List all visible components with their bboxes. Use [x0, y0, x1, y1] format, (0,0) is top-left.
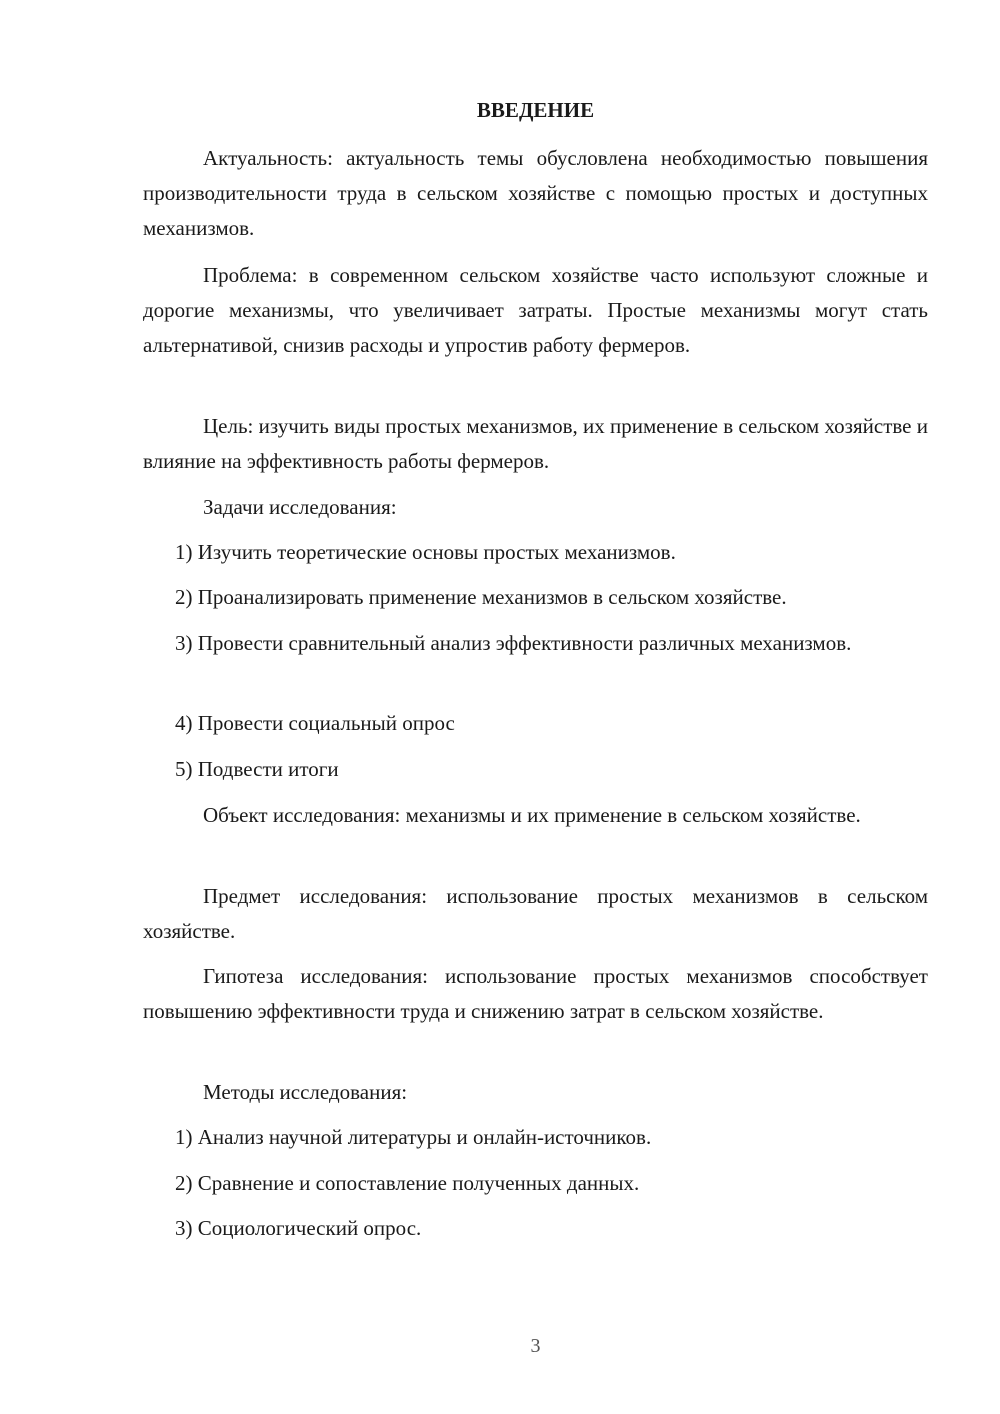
paragraph-hypothesis: Гипотеза исследования: использование простых механизмов способствует повышению эффективности труда и снижению затрат в сельском хозяйстве.: [143, 964, 928, 1023]
method-item-1: 1) Анализ научной литературы и онлайн-источников.: [175, 1125, 652, 1149]
page-number: 3: [530, 1335, 541, 1357]
method-item-3: 3) Социологический опрос.: [175, 1216, 422, 1240]
paragraph-subject: Предмет исследования: использование простых механизмов в сельском хозяйстве.: [143, 884, 928, 943]
task-item-2: 2) Проанализировать применение механизмов в сельском хозяйстве.: [175, 585, 787, 609]
task-item-1: 1) Изучить теоретические основы простых механизмов.: [175, 540, 676, 564]
methods-heading: Методы исследования:: [203, 1080, 408, 1104]
tasks-heading: Задачи исследования:: [203, 495, 397, 519]
method-item-2: 2) Сравнение и сопоставление полученных данных.: [175, 1171, 640, 1195]
task-item-4: 4) Провести социальный опрос: [175, 711, 455, 735]
paragraph-problem: Проблема: в современном сельском хозяйстве часто используют сложные и дорогие механизмы, что увеличивает затраты. Простые механизмы могут стать альтернативой, снизив расходы и упростив работу фермеров.: [143, 263, 928, 357]
document-page: [143, 0, 928, 1414]
task-item-5: 5) Подвести итоги: [175, 757, 339, 781]
paragraph-relevance: Актуальность: актуальность темы обусловлена необходимостью повышения производительности труда в сельском хозяйстве с помощью простых и доступных механизмов.: [143, 146, 928, 240]
page-title: ВВЕДЕНИЕ: [476, 98, 595, 122]
paragraph-object: Объект исследования: механизмы и их применение в сельском хозяйстве.: [203, 803, 861, 827]
paragraph-goal: Цель: изучить виды простых механизмов, их применение в сельском хозяйстве и влияние на эффективность работы фермеров.: [143, 414, 928, 473]
task-item-3: 3) Провести сравнительный анализ эффективности различных механизмов.: [175, 631, 852, 655]
